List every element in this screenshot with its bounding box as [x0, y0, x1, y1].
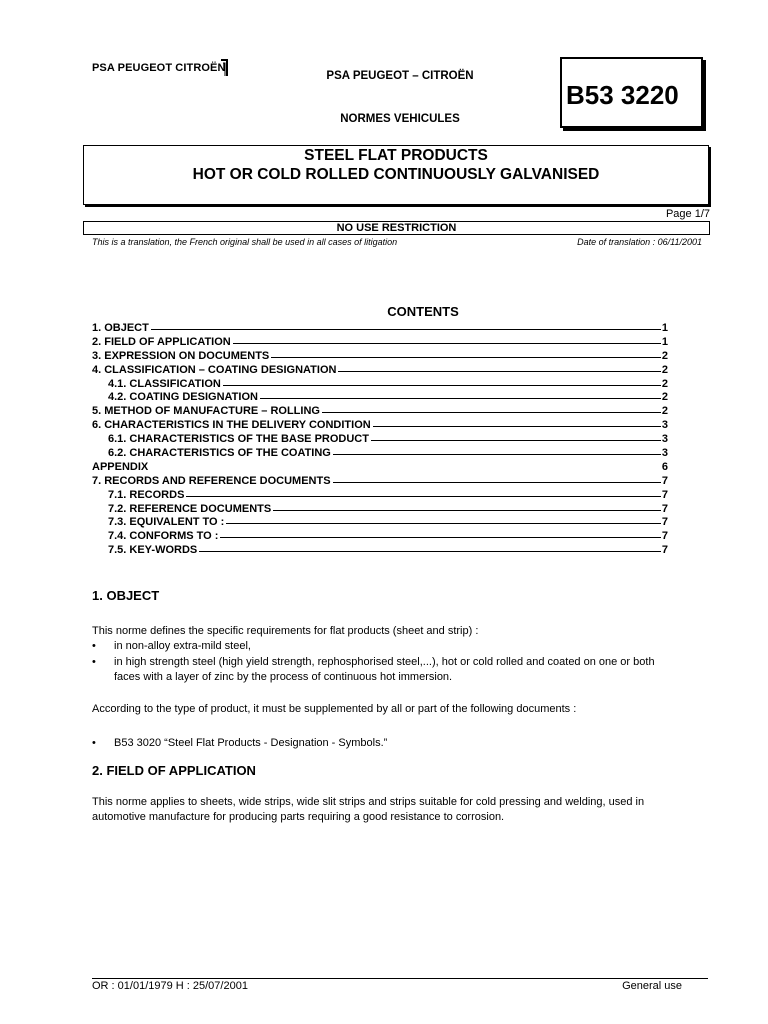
toc-entry-page: 7 — [661, 530, 668, 543]
toc-leader-line — [333, 454, 661, 455]
toc-leader-line — [260, 398, 661, 399]
toc-entry — [92, 503, 668, 517]
toc-leader-line — [338, 371, 660, 372]
footer-divider — [92, 978, 708, 979]
toc-entry-page: 6 — [661, 460, 668, 473]
toc-entry-label: 3. EXPRESSION ON DOCUMENTS — [92, 349, 270, 362]
toc-entry-label: 7.3. EQUIVALENT TO : — [108, 516, 225, 529]
translation-date: Date of translation : 06/11/2001 — [577, 237, 702, 247]
list-item-text: in non-alloy extra-mild steel, — [114, 640, 251, 652]
toc-entry — [92, 447, 668, 461]
toc-entry-page: 3 — [661, 433, 668, 446]
section1-intro: This norme defines the specific requirements for flat products (sheet and strip) : — [92, 625, 479, 637]
section-heading-object: 1. OBJECT — [92, 588, 160, 603]
toc-entry-page: 2 — [661, 363, 668, 376]
toc-entry — [92, 516, 668, 530]
toc-entry-label: 7. RECORDS AND REFERENCE DOCUMENTS — [92, 474, 331, 487]
toc-entry-page: 7 — [661, 516, 668, 529]
toc-entry-page: 7 — [661, 502, 668, 515]
toc-leader-line — [226, 523, 661, 524]
list-item — [92, 736, 712, 751]
toc-leader-line — [333, 482, 661, 483]
toc-leader-line — [271, 357, 661, 358]
section2-text: This norme applies to sheets, wide strips, wide slit strips and strips suitable for cold pressing and welding, used in automotive manufacture for producing parts requiring a good resistance to corrosion. — [92, 796, 645, 823]
toc-leader-line — [223, 385, 661, 386]
bullet-icon: • — [92, 656, 96, 668]
toc-entry-label: 4.1. CLASSIFICATION — [108, 377, 221, 390]
toc-entry-page: 7 — [661, 474, 668, 487]
toc-entry-label: 5. METHOD OF MANUFACTURE – ROLLING — [92, 405, 320, 418]
toc-entry-label: APPENDIX — [92, 460, 149, 473]
section-heading-field-of-application: 2. FIELD OF APPLICATION — [92, 763, 256, 778]
toc-entry-page: 7 — [661, 488, 668, 501]
page-indicator: Page 1/7 — [665, 208, 710, 220]
toc-entry-label: 2. FIELD OF APPLICATION — [92, 335, 231, 348]
contents-heading: CONTENTS — [387, 304, 459, 319]
standard-code: B53 3220 — [566, 80, 679, 110]
toc-entry — [92, 336, 668, 350]
toc-entry-label: 7.1. RECORDS — [108, 488, 185, 501]
toc-leader-line — [371, 440, 661, 441]
toc-entry — [92, 489, 668, 503]
translation-note: This is a translation, the French original shall be used in all cases of litigation — [92, 237, 398, 247]
toc-entry — [92, 391, 668, 405]
toc-entry-page: 2 — [661, 405, 668, 418]
toc-leader-line — [273, 510, 661, 511]
toc-entry — [92, 419, 668, 433]
toc-leader-line — [322, 412, 661, 413]
footer-dates: OR : 01/01/1979 H : 25/07/2001 — [92, 980, 248, 992]
toc-entry — [92, 530, 668, 544]
company-logo: PSA PEUGEOT CITROËN — [92, 62, 226, 74]
table-of-contents — [92, 322, 668, 558]
toc-entry — [92, 350, 668, 364]
toc-leader-line — [199, 551, 661, 552]
toc-entry-page: 7 — [661, 544, 668, 557]
bullet-icon: • — [92, 640, 96, 652]
bullet-icon: • — [92, 737, 96, 749]
department-name: NORMES VEHICULES — [340, 113, 460, 125]
toc-entry-page: 1 — [661, 335, 668, 348]
toc-leader-line — [220, 537, 660, 538]
list-item-text: in high strength steel (high yield strength, rephosphorised steel,...), hot or cold rolled and coated on one or both faces with a layer of zinc by the process of continuous hot immersion. — [114, 656, 655, 683]
toc-leader-line — [186, 496, 660, 497]
toc-entry-label: 6.1. CHARACTERISTICS OF THE BASE PRODUCT — [108, 433, 369, 446]
document-title-line1: STEEL FLAT PRODUCTS — [304, 147, 488, 164]
toc-leader-line — [233, 343, 661, 344]
footer-usage: General use — [622, 980, 682, 992]
toc-entry — [92, 322, 668, 336]
toc-entry — [92, 461, 668, 475]
toc-entry — [92, 544, 668, 558]
list-item — [92, 639, 712, 654]
toc-entry — [92, 475, 668, 489]
list-item-text: B53 3020 “Steel Flat Products - Designation - Symbols.” — [114, 737, 388, 749]
toc-entry-page: 2 — [661, 377, 668, 390]
toc-entry — [92, 364, 668, 378]
document-title-line2: HOT OR COLD ROLLED CONTINUOUSLY GALVANISED — [192, 166, 600, 183]
toc-entry — [92, 405, 668, 419]
toc-entry-page: 1 — [661, 322, 668, 334]
toc-entry-label: 7.5. KEY-WORDS — [108, 544, 198, 557]
toc-leader-line — [151, 329, 661, 330]
list-item — [92, 655, 672, 684]
toc-entry-label: 6. CHARACTERISTICS IN THE DELIVERY CONDITION — [92, 419, 371, 432]
toc-entry-label: 6.2. CHARACTERISTICS OF THE COATING — [108, 447, 331, 460]
section1-supplement: According to the type of product, it must be supplemented by all or part of the following documents : — [92, 703, 577, 715]
toc-entry-page: 3 — [661, 447, 668, 460]
toc-entry-page: 2 — [661, 349, 668, 362]
restriction-label: NO USE RESTRICTION — [336, 222, 457, 234]
toc-entry-label: 1. OBJECT — [92, 322, 149, 334]
toc-entry-page: 3 — [661, 419, 668, 432]
toc-entry-label: 4.2. COATING DESIGNATION — [108, 391, 258, 404]
toc-entry-label: 4. CLASSIFICATION – COATING DESIGNATION — [92, 363, 337, 376]
toc-entry — [92, 433, 668, 447]
toc-entry-label: 7.4. CONFORMS TO : — [108, 530, 219, 543]
toc-leader-line — [373, 426, 661, 427]
company-name: PSA PEUGEOT – CITROËN — [326, 70, 474, 82]
toc-entry-page: 2 — [661, 391, 668, 404]
toc-entry — [92, 378, 668, 392]
toc-entry-label: 7.2. REFERENCE DOCUMENTS — [108, 502, 272, 515]
logo-mark-icon — [220, 59, 229, 77]
